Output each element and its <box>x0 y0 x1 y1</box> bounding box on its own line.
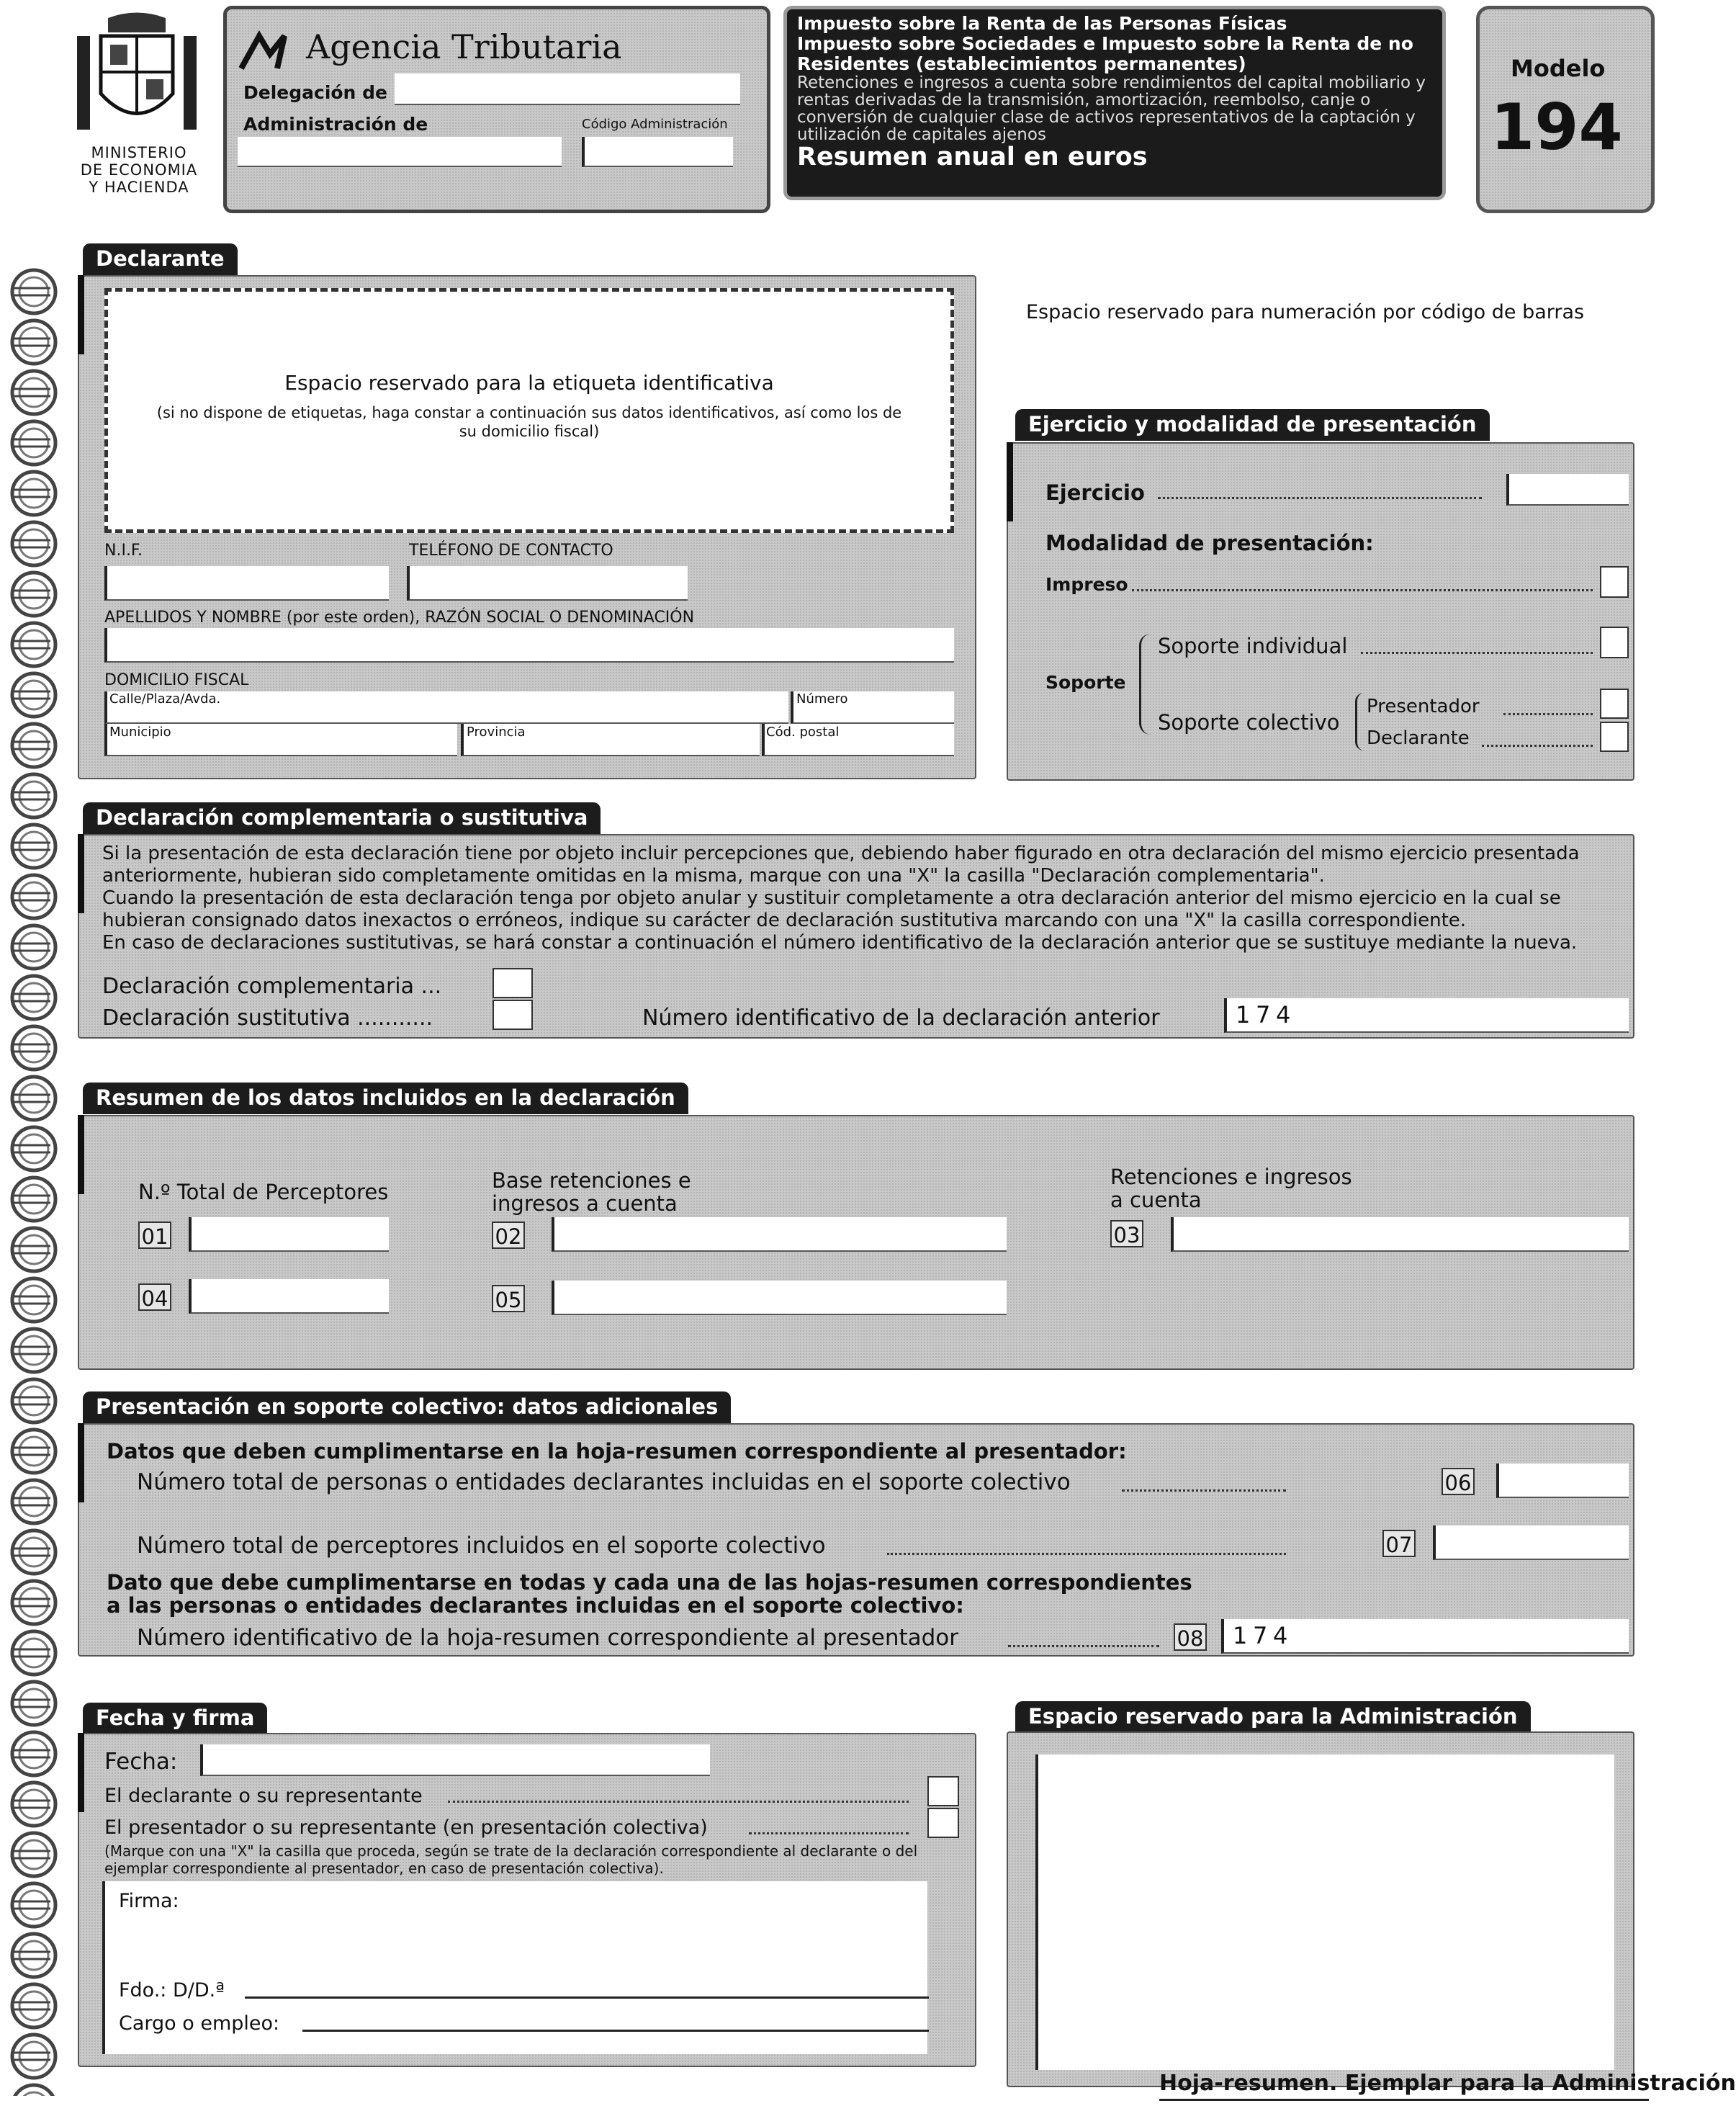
fecha-label: Fecha: <box>104 1749 178 1775</box>
colectivo-heading2b: a las personas o entidades declarantes incluidas en el soporte colectivo: <box>107 1593 964 1618</box>
prefix-digit-1: 1 <box>1236 1001 1251 1028</box>
agency-name: Agencia Tributaria <box>306 27 622 66</box>
delegacion-field[interactable] <box>395 73 740 105</box>
box-03-label: 03 <box>1110 1220 1143 1247</box>
agency-logo-icon <box>238 32 288 75</box>
soporte-label: Soporte <box>1045 672 1126 693</box>
tab-firma: Fecha y firma <box>83 1703 267 1734</box>
box-04-label: 04 <box>138 1283 171 1311</box>
footer-underline <box>1159 2099 1649 2101</box>
soporte-brace <box>1139 634 1153 735</box>
telefono-field[interactable] <box>407 566 688 601</box>
label-space-note: (si no dispone de etiquetas, haga constar a continuación sus datos identificativos, así como los de su domicilio fiscal) <box>156 404 902 440</box>
colectivo-label: Soporte colectivo <box>1158 710 1340 735</box>
retenciones-field[interactable] <box>1171 1217 1629 1252</box>
euro-pattern-icon <box>0 266 68 2096</box>
colectivo-brace <box>1355 693 1366 750</box>
complementaria-p2: Cuando la presentación de esta declaración tenga por objeto anular y sustituir completamente a otra declaración anterior del mismo ejercicio en la cual se hubieran consignado datos inexactos o erróneos, indique su carácter de declaración sustitutiva marcando con una "X" la casilla correspondiente. <box>102 887 1561 931</box>
firma-presentador-label: El presentador o su representante (en presentación colectiva) <box>104 1816 708 1839</box>
firma-note: (Marque con una "X" la casilla que proceda, según se trate de la declaración correspondiente al declarante o del ejemplar correspondiente al presentador, en caso de presentación colectiva). <box>104 1842 918 1877</box>
firma-presentador-checkbox[interactable] <box>927 1808 959 1838</box>
ministry-line3: Y HACIENDA <box>89 179 189 196</box>
codigo-field[interactable] <box>582 137 733 167</box>
ministry-line2: DE ECONOMIA <box>80 161 198 179</box>
tab-colectivo: Presentación en soporte colectivo: datos adicionales <box>83 1391 731 1423</box>
municipio-label: Municipio <box>109 725 171 740</box>
box-04-field[interactable] <box>189 1279 389 1314</box>
tax-line3: Retenciones e ingresos a cuenta sobre rendimientos del capital mobiliario y rentas derivadas de la transmisión, amortización, reembolso, canje o conversión de cualquier clase de activos representativos de la captación y utilización de capitales ajenos <box>797 73 1426 144</box>
tax-line1: Impuesto sobre la Renta de las Personas Físicas <box>797 13 1287 34</box>
base-field[interactable] <box>552 1217 1007 1252</box>
complementaria-checkbox[interactable] <box>493 968 533 998</box>
provincia-label: Provincia <box>467 725 526 740</box>
prefix-digit-3: 4 <box>1276 1001 1291 1028</box>
firma-label: Firma: <box>119 1890 179 1912</box>
numero-anterior-field[interactable] <box>1224 998 1629 1033</box>
item08-digit-1: 1 <box>1233 1622 1248 1649</box>
administracion-field[interactable] <box>238 137 562 167</box>
box-05-field[interactable] <box>552 1281 1007 1315</box>
nif-field[interactable] <box>104 566 389 601</box>
tax-header <box>783 6 1446 200</box>
complementaria-p1: Si la presentación de esta declaración tiene por objeto incluir percepciones que, debiendo haber figurado en otra declaración del mismo ejercicio presentada anteriormente, hubieran sido completamente omitidas en la misma, marque con una "X" la casilla "Declaración complementaria". <box>102 843 1580 887</box>
fdo-line <box>245 1996 929 1999</box>
ret-label-2: a cuenta <box>1110 1188 1202 1212</box>
box-07-label: 07 <box>1382 1530 1416 1557</box>
tax-line2: Impuesto sobre Sociedades e Impuesto sobre la Renta de no Residentes (establecimientos permanentes) <box>797 33 1413 74</box>
prefix-digit-2: 7 <box>1256 1001 1271 1028</box>
cargo-line <box>302 2030 929 2032</box>
codigo-label: Código Administración <box>582 117 728 132</box>
base-label-2: ingresos a cuenta <box>492 1191 678 1216</box>
impreso-checkbox[interactable] <box>1600 566 1629 598</box>
item06-label: Número total de personas o entidades declarantes incluidas en el soporte colectivo <box>137 1469 1071 1495</box>
firma-declarante-label: El declarante o su representante <box>104 1785 423 1807</box>
item08-label: Número identificativo de la hoja-resumen correspondiente al presentador <box>137 1625 959 1651</box>
declarante-checkbox[interactable] <box>1600 722 1629 752</box>
delegacion-label: Delegación de <box>243 82 387 103</box>
tab-admin: Espacio reservado para la Administración <box>1015 1701 1531 1733</box>
box-01-label: 01 <box>138 1222 171 1249</box>
euro-strip <box>0 266 68 2096</box>
base-label-1: Base retenciones e <box>492 1168 691 1193</box>
declarante-sub-label: Declarante <box>1367 727 1470 749</box>
individual-checkbox[interactable] <box>1600 627 1629 658</box>
admin-box <box>1035 1754 1614 2070</box>
fdo-label: Fdo.: D/D.ª <box>119 1979 225 2002</box>
ret-label-1: Retenciones e ingresos <box>1110 1165 1352 1189</box>
numero-label: Número <box>796 691 848 707</box>
apellidos-field[interactable] <box>104 628 954 663</box>
individual-label: Soporte individual <box>1158 634 1348 658</box>
modalidad-label: Modalidad de presentación: <box>1045 531 1374 555</box>
colectivo-heading2a: Dato que debe cumplimentarse en todas y cada una de las hojas-resumen correspondientes <box>107 1570 1192 1595</box>
tab-resumen: Resumen de los datos incluidos en la declaración <box>83 1083 688 1114</box>
item07-label: Número total de perceptores incluidos en el soporte colectivo <box>137 1533 826 1559</box>
tax-line4: Resumen anual en euros <box>797 143 1148 171</box>
numero-anterior-label: Número identificativo de la declaración anterior <box>642 1005 1160 1031</box>
impreso-label: Impreso <box>1045 574 1128 595</box>
administracion-label: Administración de <box>243 114 428 135</box>
box-08-label: 08 <box>1174 1623 1207 1651</box>
item08-digit-3: 4 <box>1273 1622 1288 1649</box>
box-02-label: 02 <box>492 1222 525 1249</box>
item06-field[interactable] <box>1496 1464 1629 1498</box>
footer-label: Hoja-resumen. Ejemplar para la Administración <box>1159 2071 1736 2096</box>
label-space-title: Espacio reservado para la etiqueta identificativa <box>284 371 774 395</box>
box-06-label: 06 <box>1442 1468 1475 1495</box>
tab-declarante: Declarante <box>83 243 238 275</box>
complementaria-p3: En caso de declaraciones sustitutivas, se hará constar a continuación el número identificativo de la declaración anterior que se sustituye mediante la nueva. <box>102 932 1578 954</box>
complementaria-label: Declaración complementaria ... <box>102 974 442 999</box>
firma-declarante-checkbox[interactable] <box>927 1776 959 1806</box>
apellidos-label: APELLIDOS Y NOMBRE (por este orden), RAZÓN SOCIAL O DENOMINACIÓN <box>104 609 695 627</box>
presentador-checkbox[interactable] <box>1600 689 1629 719</box>
cod-postal-label: Cód. postal <box>766 725 840 740</box>
modelo-number: 194 <box>1490 90 1623 164</box>
item08-digit-2: 7 <box>1253 1622 1268 1649</box>
tab-ejercicio: Ejercicio y modalidad de presentación <box>1015 409 1490 441</box>
ejercicio-label: Ejercicio <box>1045 480 1145 505</box>
colectivo-heading1: Datos que deben cumplimentarse en la hoja-resumen correspondiente al presentador: <box>107 1439 1127 1464</box>
item08-field[interactable] <box>1221 1619 1629 1654</box>
cargo-label: Cargo o empleo: <box>119 2012 280 2035</box>
box-05-label: 05 <box>492 1285 525 1312</box>
calle-label: Calle/Plaza/Avda. <box>109 691 221 707</box>
ministry-line1: MINISTERIO <box>91 144 187 161</box>
coat-of-arms-icon <box>68 7 205 137</box>
fecha-field[interactable] <box>200 1744 710 1776</box>
telefono-label: TELÉFONO DE CONTACTO <box>409 542 613 560</box>
presentador-label: Presentador <box>1367 696 1480 717</box>
modelo-label: Modelo <box>1511 55 1606 82</box>
sustitutiva-checkbox[interactable] <box>493 1000 533 1030</box>
ejercicio-field[interactable] <box>1506 474 1629 506</box>
perceptores-label: N.º Total de Perceptores <box>138 1180 389 1204</box>
tab-complementaria: Declaración complementaria o sustitutiva <box>83 802 601 834</box>
nif-label: N.I.F. <box>104 542 143 560</box>
complementaria-text <box>102 843 1626 954</box>
barcode-note: Espacio reservado para numeración por código de barras <box>1026 301 1585 323</box>
domicilio-label: DOMICILIO FISCAL <box>104 671 249 689</box>
perceptores-field[interactable] <box>189 1217 389 1252</box>
sustitutiva-label: Declaración sustitutiva ........... <box>102 1005 433 1031</box>
item07-field[interactable] <box>1433 1525 1629 1560</box>
